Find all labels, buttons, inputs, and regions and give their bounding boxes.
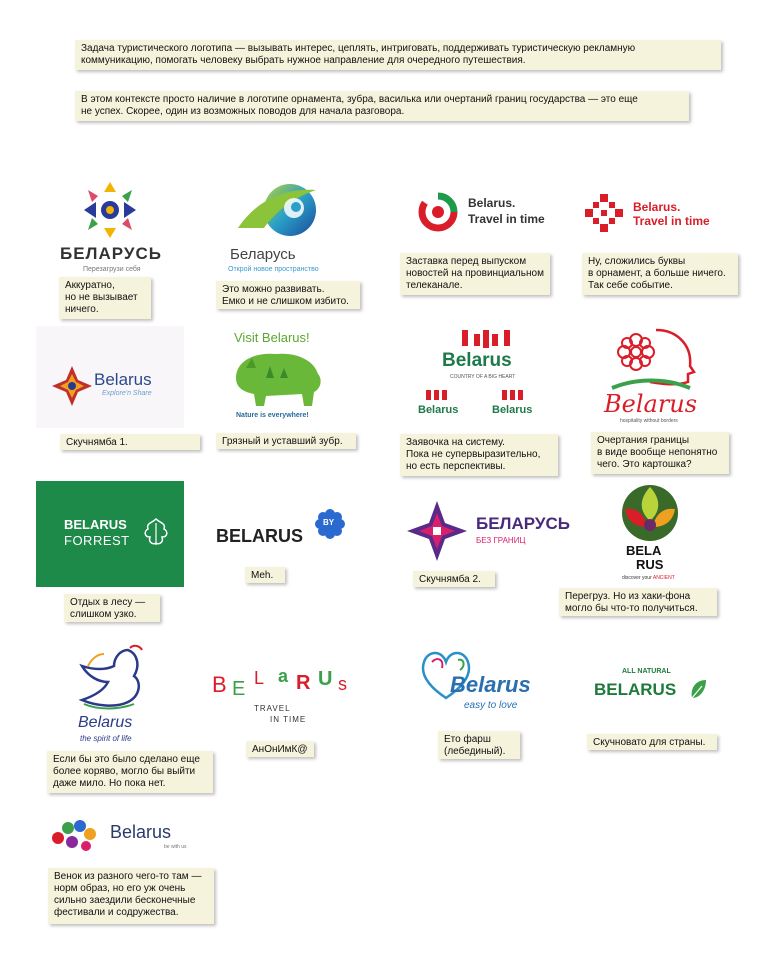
intro-note-1: Задача туристического логотипа — вызывать интерес, цеплять, интриговать, поддерживать туристическую рекламную коммуникацию, помогать человеку выбрать нужное направление для очередного путешествия. [75,40,721,70]
sun-ornament-icon [50,178,170,238]
logo-name: Belarus [604,390,698,418]
comment-note-11: Скучнямба 2. [413,571,495,587]
comment-note-1: Аккуратно, но не вызывает ничего. [59,277,151,319]
logo-belarus-by [216,508,352,552]
logo-line-1: BELA [626,543,662,558]
logo-top-text: ALL NATURAL [622,668,671,675]
logo-belarus-easy-to-love [418,646,546,720]
logo-tagline: the spirit of life [80,734,132,743]
leaf-icon [688,678,708,702]
logo-line-1: Belarus. [468,196,516,210]
comment-note-9: Отдых в лесу — слишком узко. [64,594,160,622]
logo-belarus-spirit [66,644,156,744]
letter: U [318,668,333,690]
logo-line-1: TRAVEL [254,704,291,713]
logo-belarus-explore [36,326,184,428]
logo-belarus-travel-ornament [583,192,733,236]
letter: s [338,674,347,694]
logo-belarus-travel-circle [418,190,558,234]
comment-note-17: Венок из разного чего-то там — норм образ, но его уж очень сильно заездили бесконечные фестивали и содружества. [48,868,214,924]
comment-note-8: Очертания границы в виде вообще непонятно чего. Это картошка? [591,432,729,474]
purple-ornament-icon [406,500,468,562]
logo-tagline: COUNTRY OF A BIG HEART [450,374,516,380]
logo-visit-belarus [206,328,344,428]
comment-note-5: Скучнямба 1. [60,434,200,450]
logo-belarus-hospitality [598,326,708,426]
logo-line-1: BELARUS [64,517,127,532]
logo-belarus-space [218,178,338,278]
logo-belarus-big-heart [416,328,562,430]
badge-label: BY [323,518,335,527]
logo-bottom-text: Nature is everywhere! [236,412,309,419]
logo-name: БЕЛАРУСЬ [60,244,162,263]
bison-icon [226,348,326,410]
comment-note-4: Ну, сложились буквы в орнамент, а больше ничего. Так себе событие. [582,253,738,295]
logo-tagline: БЕЗ ГРАНИЦ [476,536,526,545]
logo-small-name-1: Belarus [418,404,459,416]
flower-profile-icon [606,326,698,392]
comment-note-14: АнОнИмК@ [246,741,314,757]
tagline-text: discover your [622,575,652,581]
logo-belarus-no-borders [406,498,570,566]
logo-name: Belarus [110,822,172,842]
logo-belarus-all-natural [594,668,718,708]
logo-tagline [622,575,675,581]
swirl-sphere-icon [218,178,338,240]
comment-note-10: Meh. [245,567,285,583]
khaki-flower-icon [615,481,685,541]
intro-note-2: В этом контексте просто наличие в логотипе орнамента, зубра, василька или очертаний границ государства — это еще не успех. Скорее, один из возможных поводов для начала разговора. [75,91,689,121]
comment-note-6: Грязный и уставший зубр. [216,433,356,449]
logo-tagline: easy to love [464,700,518,711]
logo-belarus-wreath [48,814,187,856]
logo-line-2: FORREST [64,533,130,548]
logo-belarus-reboot [50,178,170,278]
logo-line-1: Belarus. [633,200,681,214]
comment-note-3: Заставка перед выпуском новостей на провинциальном телеканале. [400,253,550,295]
red-ornament-icon [583,192,625,234]
logo-tagline: be with us [164,844,187,850]
logo-name: Belarus [78,714,133,731]
comment-note-16: Скучновато для страны. [587,734,717,750]
logo-name: BELARUS [594,680,677,699]
logo-tagline: hospitality without borders [620,418,678,424]
logo-name: Belarus [94,370,152,389]
logo-belarus-ancient [612,481,688,585]
tagline-accent: ANCIENT [652,575,675,581]
logo-line-2: RUS [636,557,664,572]
logo-line-2: Travel in time [633,214,710,228]
letter: R [296,672,311,694]
logo-line-2: IN TIME [270,715,307,724]
comment-note-15: Ето фарш (лебединый). [438,731,520,759]
letter: a [278,666,289,686]
logo-name: Беларусь [230,246,296,263]
logo-name: Belarus [450,672,531,697]
comment-note-13: Если бы это было сделано еще более коряво, могло бы выйти даже мило. Но пока нет. [47,751,213,793]
logo-belarus-forrest [36,481,184,587]
logo-name: Belarus [442,350,512,371]
logo-tagline: Перезагрузи себя [83,266,141,273]
patchwork-star-icon [52,366,92,406]
logo-line-2: Travel in time [468,212,545,226]
ornament-top-icon [456,328,516,352]
logo-letters [210,664,356,704]
logo-tagline: Открой новое пространство [228,266,319,273]
logo-belarus-anonymous [210,664,356,728]
logo-top-text: Visit Belarus! [234,330,310,345]
comment-note-12: Перегруз. Но из хаки-фона могло бы что-то получиться. [559,588,717,616]
logo-name: BELARUS [216,526,304,546]
arc-circle-icon [418,192,458,232]
letter: L [254,668,265,688]
ornament-small-icon [418,388,558,402]
flower-wreath-icon [48,816,100,854]
logo-tagline: Explore'n Share [102,390,152,397]
comment-note-7: Заявочка на систему. Пока не супервыразительно, но есть перспективы. [400,434,558,476]
comment-note-2: Это можно развивать. Емко и не слишком избито. [216,281,360,309]
logo-small-name-2: Belarus [492,404,533,416]
logo-name: БЕЛАРУСЬ [476,514,570,533]
letter: B [212,672,227,697]
dove-icon [68,644,152,716]
oak-leaf-icon [142,517,170,547]
letter: E [232,678,246,700]
